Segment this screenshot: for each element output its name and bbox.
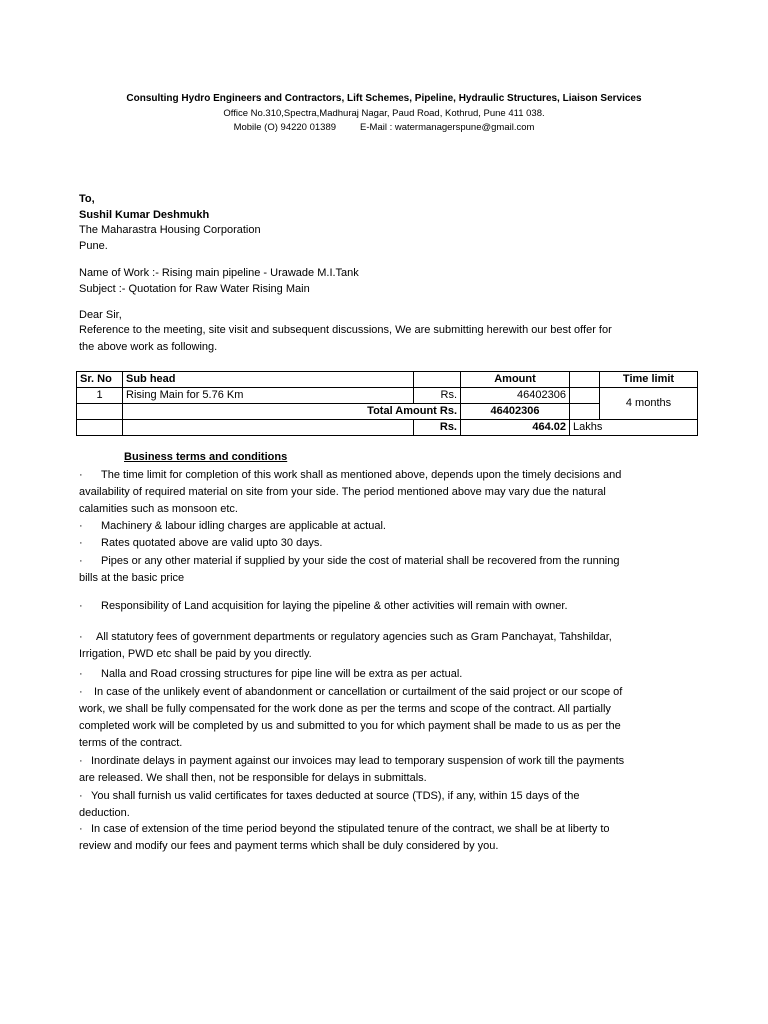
row-sub-head: Rising Main for 5.76 Km	[123, 388, 414, 404]
header-empty-cell	[570, 372, 600, 388]
header-sub-head: Sub head	[123, 372, 414, 388]
bullet-marker: ·	[79, 823, 83, 835]
name-of-work: Name of Work :- Rising main pipeline - Urawade M.I.Tank	[79, 267, 359, 279]
salutation: Dear Sir,	[79, 309, 122, 321]
row-time-limit: 4 months	[600, 388, 698, 420]
recipient-city: Pune.	[79, 240, 108, 252]
bullet-marker: ·	[79, 668, 83, 680]
row-amount: 46402306	[461, 388, 570, 404]
intro-line-2: the above work as following.	[79, 341, 218, 353]
row-sr-no: 1	[77, 388, 123, 404]
term-1: · The time limit for completion of this work shall as mentioned above, depends upon the timely decisions and availability of required material on site from your side. The period mentioned above may vary due the natural calamities such as monsoon etc.	[79, 469, 622, 515]
company-services-line: Consulting Hydro Engineers and Contractors, Lift Schemes, Pipeline, Hydraulic Structures, Liaison Services	[126, 93, 642, 104]
term-3: · Rates quotated above are valid upto 30 days.	[79, 535, 669, 552]
bullet-marker: ·	[79, 600, 83, 612]
row-empty-cell	[570, 388, 600, 404]
terms-heading: Business terms and conditions	[124, 451, 288, 463]
email-address: E-Mail : watermanagerspune@gmail.com	[360, 122, 535, 133]
header-time-limit: Time limit	[600, 372, 698, 388]
row-empty-cell	[77, 420, 123, 436]
table-row	[77, 388, 698, 404]
recipient-organization: The Maharastra Housing Corporation	[79, 224, 261, 236]
term-11: · In case of extension of the time period beyond the stipulated tenure of the contract, we shall be at liberty to review and modify our fees and payment terms which shall be duly considered by you.	[79, 823, 610, 852]
term-10: · You shall furnish us valid certificates for taxes deducted at source (TDS), if any, within 15 days of the deduction.	[79, 790, 580, 819]
lakhs-unit: Lakhs	[570, 420, 698, 436]
mobile-number: Mobile (O) 94220 01389	[233, 122, 337, 133]
header-amount: Amount	[461, 372, 570, 388]
total-amount-label: Total Amount Rs.	[123, 404, 461, 420]
table-header-row	[77, 372, 698, 388]
table-row-lakhs	[77, 420, 698, 436]
term-2: · Machinery & labour idling charges are applicable at actual.	[79, 518, 669, 535]
bullet-marker: ·	[79, 686, 83, 698]
to-label: To,	[79, 193, 95, 205]
bullet-marker: ·	[79, 555, 83, 567]
bullet-marker: ·	[79, 631, 83, 643]
lakhs-currency: Rs.	[414, 420, 461, 436]
bullet-marker: ·	[79, 537, 83, 549]
row-empty-cell	[77, 404, 123, 420]
header-sr-no: Sr. No	[77, 372, 123, 388]
term-9: · Inordinate delays in payment against our invoices may lead to temporary suspension of work till the payments are released. We shall then, not be responsible for delays in submittals.	[79, 755, 625, 784]
term-4: · Pipes or any other material if supplied by your side the cost of material shall be recovered from the running bills at the basic price	[79, 555, 620, 584]
bullet-marker: ·	[79, 520, 83, 532]
bullet-marker: ·	[79, 469, 83, 481]
term-8: · In case of the unlikely event of abandonment or cancellation or curtailment of the said project or our scope of work, we shall be fully compensated for the work done as per the terms and scope of the contract. All partially completed work will be completed by us and submitted to you for which payment shall be made to us as per the terms of the contract.	[79, 686, 623, 749]
intro-line-1: Reference to the meeting, site visit and subsequent discussions, We are submitting herewith our best offer for	[79, 324, 612, 336]
row-currency: Rs.	[414, 388, 461, 404]
quotation-table	[76, 371, 698, 436]
row-empty-cell	[570, 404, 600, 420]
contact-line	[0, 122, 768, 133]
recipient-name: Sushil Kumar Deshmukh	[79, 209, 210, 221]
term-5: · Responsibility of Land acquisition for laying the pipeline & other activities will remain with owner.	[79, 598, 669, 615]
bullet-marker: ·	[79, 790, 83, 802]
header-empty-cell	[414, 372, 461, 388]
bullet-marker: ·	[79, 755, 83, 767]
row-empty-cell	[123, 420, 414, 436]
term-7: · Nalla and Road crossing structures for pipe line will be extra as per actual.	[79, 666, 669, 683]
lakhs-amount: 464.02	[461, 420, 570, 436]
subject-line: Subject :- Quotation for Raw Water Rising Main	[79, 283, 310, 295]
term-6: · All statutory fees of government departments or regulatory agencies such as Gram Panchayat, Tahshildar, Irrigation, PWD etc shall be paid by you directly.	[79, 631, 612, 660]
total-amount-value: 46402306	[461, 404, 570, 420]
office-address-line: Office No.310,Spectra,Madhuraj Nagar, Paud Road, Kothrud, Pune 411 038.	[223, 108, 545, 119]
